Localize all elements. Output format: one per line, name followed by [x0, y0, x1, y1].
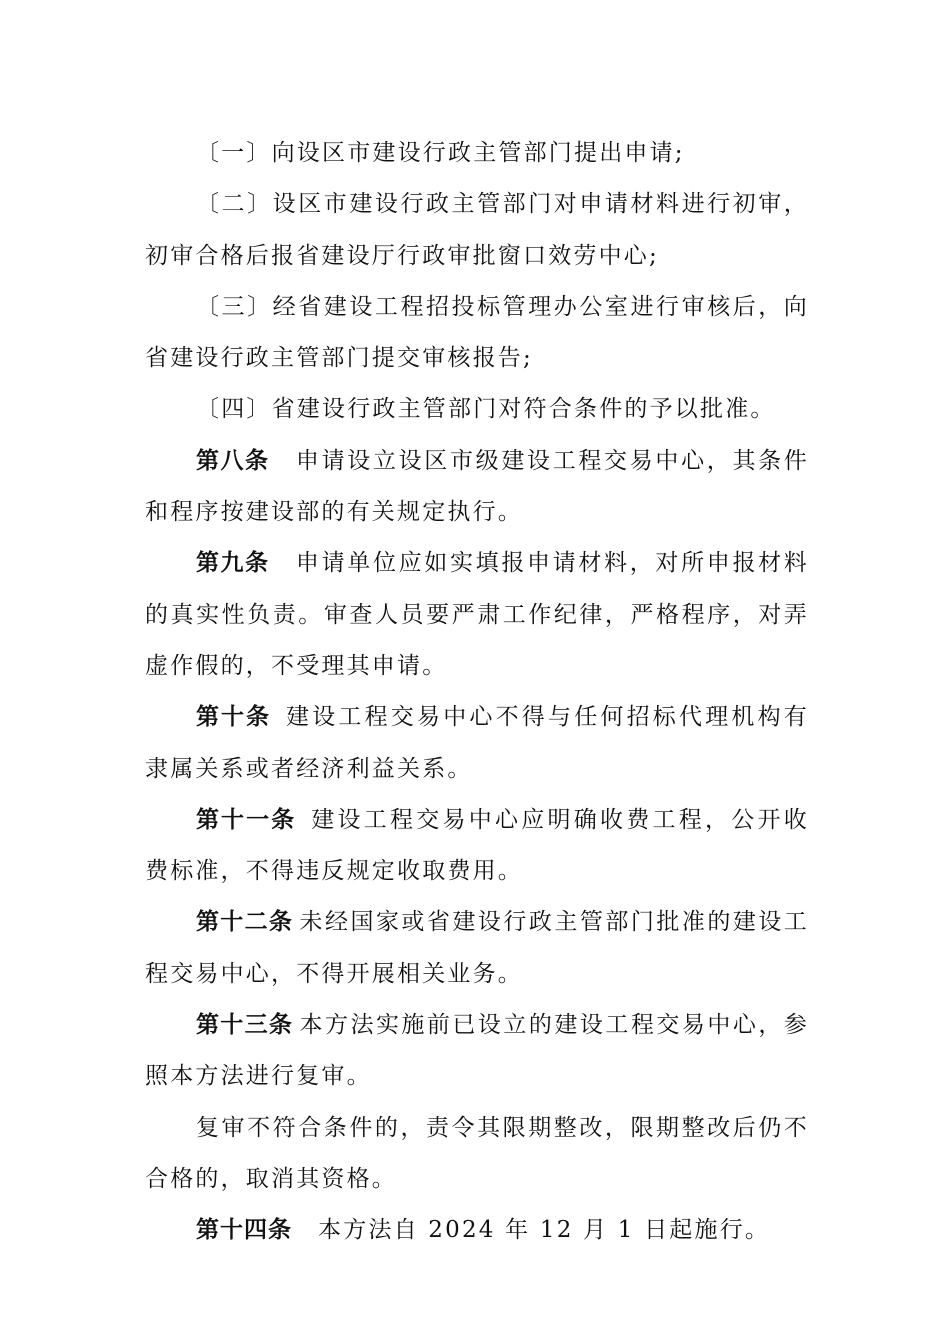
article-label: 第九条: [196, 550, 270, 577]
clause-text: 〔二〕设区市建设行政主管部门对申请材料进行初审，初审合格后报省建设厅行政审批窗口效劳中心;: [145, 191, 809, 269]
article-8: [145, 436, 809, 539]
article-text: 本方法自 2024 年 12 月 1 日起施行。: [318, 1217, 771, 1244]
clause-text: 〔一〕向设区市建设行政主管部门提出申请;: [196, 140, 685, 166]
article-12: [145, 897, 809, 1000]
article-text: 建设工程交易中心应明确收费工程，公开收费标准，不得违反规定收取费用。: [145, 806, 809, 885]
article-label: 第十三条: [196, 1012, 294, 1039]
clause-1: [145, 128, 809, 179]
clause-text: 〔四〕省建设行政主管部门对符合条件的予以批准。: [196, 396, 776, 423]
article-text: 本方法实施前已设立的建设工程交易中心，参照本方法进行复审。: [145, 1012, 810, 1090]
paragraph-text: 复审不符合条件的，责令其限期整改，限期整改后仍不合格的，取消其资格。: [145, 1114, 809, 1192]
article-label: 第十四条: [196, 1217, 292, 1244]
article-text: 申请单位应如实填报申请材料，对所申报材料的真实性负责。审查人员要严肃工作纪律，严格程序，对弄虚作假的，不受理其申请。: [145, 550, 810, 679]
clause-3: [145, 282, 809, 385]
article-11: [145, 795, 809, 898]
clause-text: 〔三〕经省建设工程招投标管理办公室进行审核后，向省建设行政主管部门提交审核报告;: [145, 293, 809, 372]
article-text: 未经国家或省建设行政主管部门批准的建设工程交易中心，不得开展相关业务。: [145, 909, 810, 987]
article-13-paragraph-2: [145, 1103, 809, 1206]
document-page: [145, 128, 809, 1257]
article-9: [145, 538, 809, 692]
article-label: 第八条: [196, 447, 270, 474]
clause-4: [145, 384, 809, 435]
article-label: 第十一条: [196, 806, 297, 833]
article-14: [145, 1205, 809, 1256]
article-13: [145, 1000, 809, 1103]
article-10: [145, 692, 809, 795]
clause-2: [145, 179, 809, 282]
article-label: 第十二条: [196, 909, 294, 936]
article-text: 建设工程交易中心不得与任何招标代理机构有隶属关系或者经济利益关系。: [145, 704, 809, 782]
article-label: 第十条: [196, 704, 271, 731]
article-text: 申请设立设区市级建设工程交易中心，其条件和程序按建设部的有关规定执行。: [145, 447, 810, 526]
